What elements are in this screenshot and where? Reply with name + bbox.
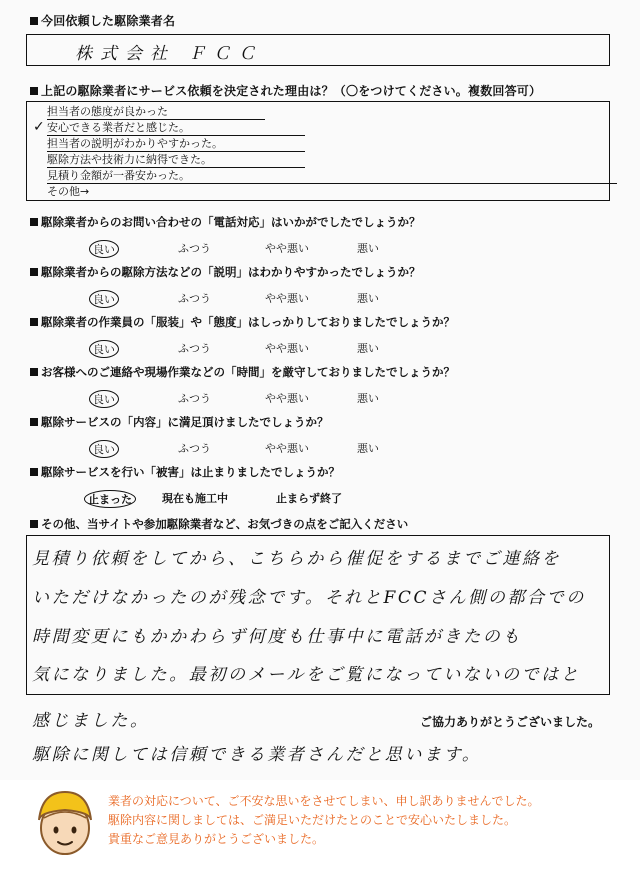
reason-item-selected: 安心できる業者だと感じた。 — [47, 119, 265, 135]
comment-heading: その他、当サイトや参加駆除業者など、お気づきの点をご記入ください — [30, 516, 408, 532]
option: ふつう — [178, 292, 211, 305]
reply-line: 貴重なご意見ありがとうございました。 — [108, 832, 325, 846]
option: やや悪い — [265, 292, 309, 305]
reason-item: 担当者の態度が良かった — [47, 105, 168, 118]
reply-line: 駆除内容に関しましては、ご満足いただけたとのことで安心いたしました。 — [108, 813, 517, 827]
handwritten-line: 時間変更にもかかわらず何度も仕事中に電話がきたのも — [32, 627, 522, 647]
question-content: 駆除サービスの「内容」に満足頂けましたでしょうか？ — [30, 414, 329, 430]
reasons-box — [26, 101, 610, 201]
company-heading: 今回依頼した駆除業者名 — [30, 12, 175, 29]
option: 止まらず終了 — [276, 492, 342, 505]
option: ふつう — [178, 442, 211, 455]
option: ふつう — [178, 342, 211, 355]
company-name-box — [26, 34, 610, 66]
thanks-text: ご協力ありがとうございました。 — [420, 715, 601, 729]
question-phone-options — [0, 240, 640, 258]
question-content-options — [0, 440, 640, 458]
question-time-options — [0, 390, 640, 408]
option: やや悪い — [265, 392, 309, 405]
reason-item: 駆除方法や技術力に納得できた。 — [47, 151, 305, 167]
option: やや悪い — [265, 342, 309, 355]
option-selected: 良い — [89, 340, 119, 358]
option-selected: 良い — [89, 440, 119, 458]
reason-item: 担当者の説明がわかりやすかった。 — [47, 135, 305, 151]
option: ふつう — [178, 242, 211, 255]
option-selected: 止まった — [84, 490, 136, 508]
question-attire-options — [0, 340, 640, 358]
question-phone: 駆除業者からのお問い合わせの「電話対応」はいかがでしたでしょうか？ — [30, 214, 421, 230]
question-time: お客様へのご連絡や現場作業などの「時間」を厳守しておりましたでしょうか？ — [30, 364, 455, 380]
option: 悪い — [357, 392, 379, 405]
option-selected: 良い — [89, 290, 119, 308]
option: やや悪い — [265, 242, 309, 255]
company-name: 株式会社 ＦＣＣ — [75, 44, 264, 64]
reason-item: その他→ — [47, 183, 617, 199]
option: 現在も施工中 — [162, 492, 228, 505]
question-explanation: 駆除業者からの駆除方法などの「説明」はわかりやすかったでしょうか？ — [30, 264, 421, 280]
reply-line: 業者の対応について、ご不安な思いをさせてしまい、申し訳ありませんでした。 — [108, 794, 540, 808]
reason-item: 見積り金額が一番安かった。 — [47, 167, 305, 183]
option: 悪い — [357, 342, 379, 355]
option: 悪い — [357, 242, 379, 255]
question-damage: 駆除サービスを行い「被害」は止まりましたでしょうか？ — [30, 464, 340, 480]
check-mark: ✓ — [33, 119, 45, 135]
option: ふつう — [178, 392, 211, 405]
option: 悪い — [357, 442, 379, 455]
handwritten-line: 駆除に関しては信頼できる業者さんだと思います。 — [32, 745, 482, 765]
staff-avatar-icon — [34, 788, 96, 858]
handwritten-line: いただけなかったのが残念です。それとFCCさん側の都合での — [32, 588, 586, 608]
option-selected: 良い — [89, 390, 119, 408]
handwritten-line: 感じました。 — [32, 711, 150, 731]
handwritten-line: 気になりました。最初のメールをご覧になっていないのではと — [32, 665, 581, 685]
option-selected: 良い — [89, 240, 119, 258]
option: やや悪い — [265, 442, 309, 455]
question-attire: 駆除業者の作業員の「服装」や「態度」はしっかりしておりましたでしょうか？ — [30, 314, 455, 330]
question-damage-options — [0, 490, 640, 508]
handwritten-line: 見積り依頼をしてから、こちらから催促をするまでご連絡を — [32, 549, 562, 569]
option: 悪い — [357, 292, 379, 305]
question-explanation-options — [0, 290, 640, 308]
reasons-heading: 上記の駆除業者にサービス依頼を決定された理由は？（〇をつけてください。複数回答可） — [30, 82, 541, 99]
